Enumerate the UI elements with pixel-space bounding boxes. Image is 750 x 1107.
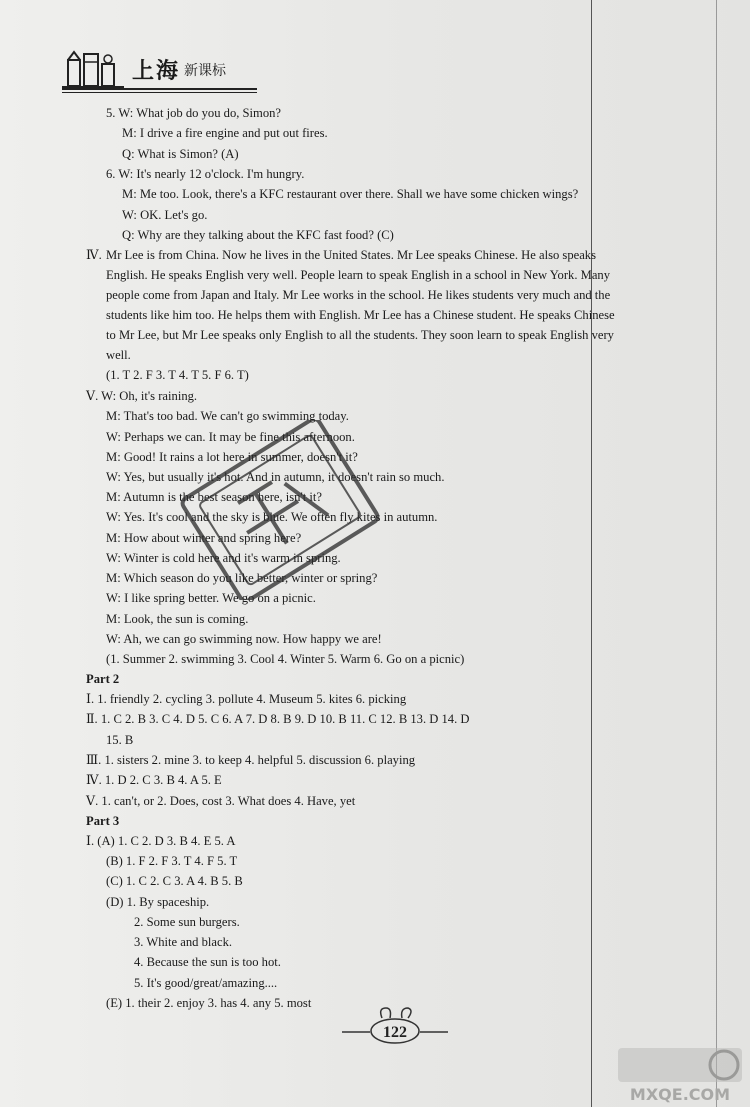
text-line: M: Autumn is the best season here, isn't it? xyxy=(106,490,322,504)
header-subtitle: 新课标 xyxy=(184,63,226,79)
text-line: people come from Japan and Italy. Mr Lee works in the school. He likes students very much and the xyxy=(106,288,611,302)
text-line: Mr Lee is from China. Now he lives in the United States. Mr Lee speaks Chinese. He also speaks xyxy=(106,248,597,262)
text-line: W: Perhaps we can. It may be fine this afternoon. xyxy=(106,430,355,444)
text-line: W: Yes, but usually it's hot. And in autumn, it doesn't rain so much. xyxy=(106,470,445,484)
answer-key: (1. T 2. F 3. T 4. T 5. F 6. T) xyxy=(106,368,249,382)
text-line: students like him too. He helps them with English. Mr Lee has a Chinese student. He speaks Chinese xyxy=(106,308,615,322)
answer-key: Ⅲ. 1. sisters 2. mine 3. to keep 4. helpful 5. discussion 6. playing xyxy=(86,753,416,767)
text-line: W: Yes. It's cool and the sky is blue. We often fly kites in autumn. xyxy=(106,510,438,524)
stamp-watermark xyxy=(170,420,390,600)
answer-key: Ⅰ. (A) 1. C 2. D 3. B 4. E 5. A xyxy=(86,834,236,848)
text-line: M: That's too bad. We can't go swimming today. xyxy=(106,409,349,423)
header-title: 上海 xyxy=(132,59,181,84)
answer-key: Ⅴ. 1. can't, or 2. Does, cost 3. What does 4. Have, yet xyxy=(86,794,356,808)
text-line: M: Me too. Look, there's a KFC restaurant over there. Shall we have some chicken wings? xyxy=(122,187,579,201)
answer-key: (1. Summer 2. swimming 3. Cool 4. Winter 5. Warm 6. Go on a picnic) xyxy=(106,652,465,666)
text-line: W: Winter is cold here and it's warm in spring. xyxy=(106,551,341,565)
answer-key: Ⅱ. 1. C 2. B 3. C 4. D 5. C 6. A 7. D 8. B 9. D 10. B 11. C 12. B 13. D 14. D xyxy=(86,712,470,726)
text-line: 5. W: What job do you do, Simon? xyxy=(106,106,282,120)
answer-key: 5. It's good/great/amazing.... xyxy=(134,976,278,990)
answer-key: 3. White and black. xyxy=(134,935,233,949)
answer-key: (C) 1. C 2. C 3. A 4. B 5. B xyxy=(106,874,243,888)
answer-key: 2. Some sun burgers. xyxy=(134,915,240,929)
answer-key: (D) 1. By spaceship. xyxy=(106,895,210,909)
text-line: W: OK. Let's go. xyxy=(122,208,208,222)
site-watermark-logo xyxy=(612,1046,747,1106)
part-heading: Part 2 xyxy=(86,672,120,686)
text-line: to Mr Lee, but Mr Lee speaks only English to all the students. They soon learn to speak English very xyxy=(106,328,614,342)
text-line: English. He speaks English very well. People learn to speak English in a school in New York. Many xyxy=(106,268,611,282)
text-line: Ⅴ. W: Oh, it's raining. xyxy=(86,389,198,403)
text-line: W: Ah, we can go swimming now. How happy we are! xyxy=(106,632,382,646)
text-line: M: Good! It rains a lot here in summer, doesn't it? xyxy=(106,450,358,464)
answer-key: (B) 1. F 2. F 3. T 4. F 5. T xyxy=(106,854,238,868)
text-line: W: I like spring better. We go on a picnic. xyxy=(106,591,316,605)
text-line: Q: Why are they talking about the KFC fast food? (C) xyxy=(122,228,394,242)
watermark-domain: MXQE.COM xyxy=(629,1085,731,1104)
page-number-badge xyxy=(340,1006,450,1046)
answer-key: (E) 1. their 2. enjoy 3. has 4. any 5. most xyxy=(106,996,312,1010)
text-line: well. xyxy=(106,348,131,362)
page-number: 122 xyxy=(383,1024,407,1041)
answer-key: 15. B xyxy=(106,733,134,747)
section-marker: Ⅳ. xyxy=(86,248,102,262)
text-line: Q: What is Simon? (A) xyxy=(122,147,239,161)
answer-key: 4. Because the sun is too hot. xyxy=(134,955,281,969)
text-line: M: Look, the sun is coming. xyxy=(106,612,249,626)
text-line: M: I drive a fire engine and put out fires. xyxy=(122,126,328,140)
text-line: 6. W: It's nearly 12 o'clock. I'm hungry. xyxy=(106,167,305,181)
text-line: M: How about winter and spring here? xyxy=(106,531,302,545)
answer-key: Ⅰ. 1. friendly 2. cycling 3. pollute 4. Museum 5. kites 6. picking xyxy=(86,692,407,706)
text-line: M: Which season do you like better, winter or spring? xyxy=(106,571,378,585)
part-heading: Part 3 xyxy=(86,814,120,828)
answer-key: Ⅳ. 1. D 2. C 3. B 4. A 5. E xyxy=(86,773,222,787)
